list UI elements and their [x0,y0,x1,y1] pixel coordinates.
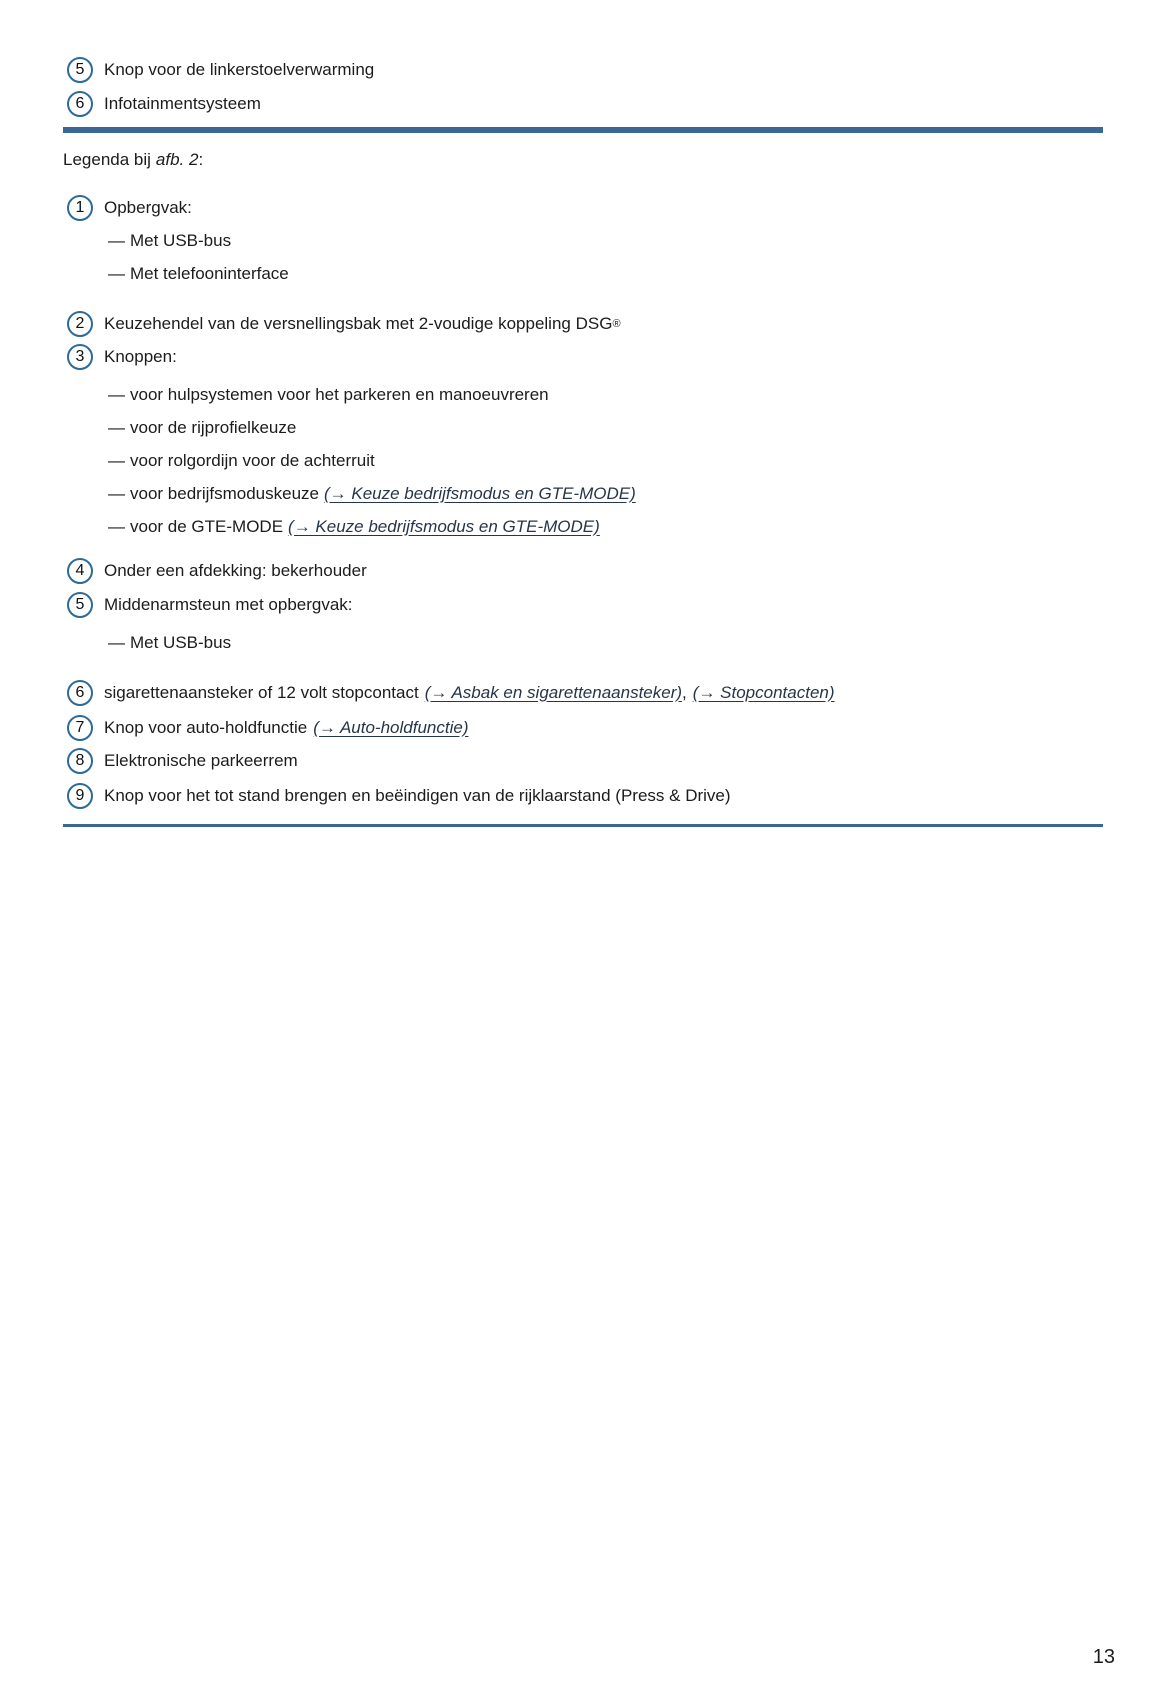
dash-marker: — [108,417,125,437]
legend-item-text: sigarettenaansteker of 12 volt stopcontact [104,682,419,702]
item-number-badge: 5 [67,57,93,83]
legend-sub-item [63,378,1165,411]
legend-item [63,554,1165,587]
item-number-badge: 5 [67,592,93,618]
legend-sub-item [63,510,1165,543]
cross-reference-link[interactable]: (→ Auto-holdfunctie) [313,717,469,737]
legend-sub-item [63,411,1165,444]
legend-item [63,779,1165,812]
legend-item-text: Knop voor auto-holdfunctie [104,717,308,737]
legend-item [63,744,1165,777]
item-number-badge: 4 [67,558,93,584]
cross-reference-link[interactable]: (→ Keuze bedrijfsmodus en GTE-MODE) [288,516,600,536]
legend-item-text: Infotainmentsysteem [104,93,261,113]
dash-marker: — [108,450,125,470]
legend-item [63,53,1165,86]
legend-sub-item-text: Met telefooninterface [130,263,289,283]
cross-reference-link[interactable]: (→ Stopcontacten) [692,682,835,702]
legend-heading [63,143,1165,176]
legend-item-text: Knoppen: [104,346,177,366]
dash-marker: — [108,516,125,536]
legend-sub-item-text: voor rolgordijn voor de achterruit [130,450,375,470]
dash-marker: — [108,483,125,503]
manual-page [0,53,1165,827]
legend-item [63,191,1165,224]
item-number-badge: 6 [67,91,93,117]
legend-heading-prefix: Legenda bij [63,150,151,169]
cross-reference-link[interactable]: (→ Keuze bedrijfsmodus en GTE-MODE) [323,483,636,503]
item-number-badge: 1 [67,195,93,221]
cross-reference-group [425,683,687,703]
legend-item-text: Keuzehendel van de versnellingsbak met 2-voudige koppeling DSG ® [104,313,621,333]
item-number-badge: 7 [67,715,93,741]
legend-sub-item-text: voor de GTE-MODE [130,516,284,536]
section-divider-bottom [63,824,1103,827]
legend-sub-item [63,224,1165,257]
section-divider-top [63,127,1103,133]
item-number-badge: 6 [67,680,93,706]
dash-marker: — [108,632,125,652]
dash-marker: — [108,263,125,283]
cross-reference-link[interactable]: (→ Asbak en sigarettenaansteker) [424,682,683,702]
legend-item [63,87,1165,120]
legend-sub-item-text: voor hulpsystemen voor het parkeren en manoeuvreren [130,384,549,404]
legend-sub-item [63,626,1165,659]
legend-sub-item [63,444,1165,477]
legend-sub-item [63,477,1165,510]
legend-item-text: Knop voor het tot stand brengen en beëindigen van de rijklaarstand (Press & Drive) [104,785,731,805]
item-number-badge: 2 [67,311,93,337]
legend-sub-item-text: voor de rijprofielkeuze [130,417,297,437]
item-number-badge: 3 [67,344,93,370]
dash-marker: — [108,230,125,250]
legend-heading-suffix: : [198,150,204,169]
legend-sub-item [63,257,1165,290]
item-number-badge: 9 [67,783,93,809]
legend-item [63,676,1165,709]
legend-item-text: Elektronische parkeerrem [104,750,298,770]
legend-item-text: Middenarmsteun met opbergvak: [104,594,353,614]
dash-marker: — [108,384,125,404]
legend-sub-item-text: Met USB-bus [130,230,232,250]
legend-item-text: Opbergvak: [104,197,192,217]
legend-item [63,588,1165,621]
legend-item-text: Knop voor de linkerstoelverwarming [104,59,375,79]
legend-sub-item-text: voor bedrijfsmoduskeuze [130,483,319,503]
legend-item-text: Onder een afdekking: bekerhouder [104,560,367,580]
legend-item [63,711,1165,744]
legend-sub-item-text: Met USB-bus [130,632,232,652]
page-number: 13 [1092,1646,1115,1668]
legend-item [63,340,1165,373]
item-number-badge: 8 [67,748,93,774]
figure-reference: afb. 2 [155,150,199,169]
legend-item [63,307,1165,340]
separator-comma: , [682,682,687,702]
